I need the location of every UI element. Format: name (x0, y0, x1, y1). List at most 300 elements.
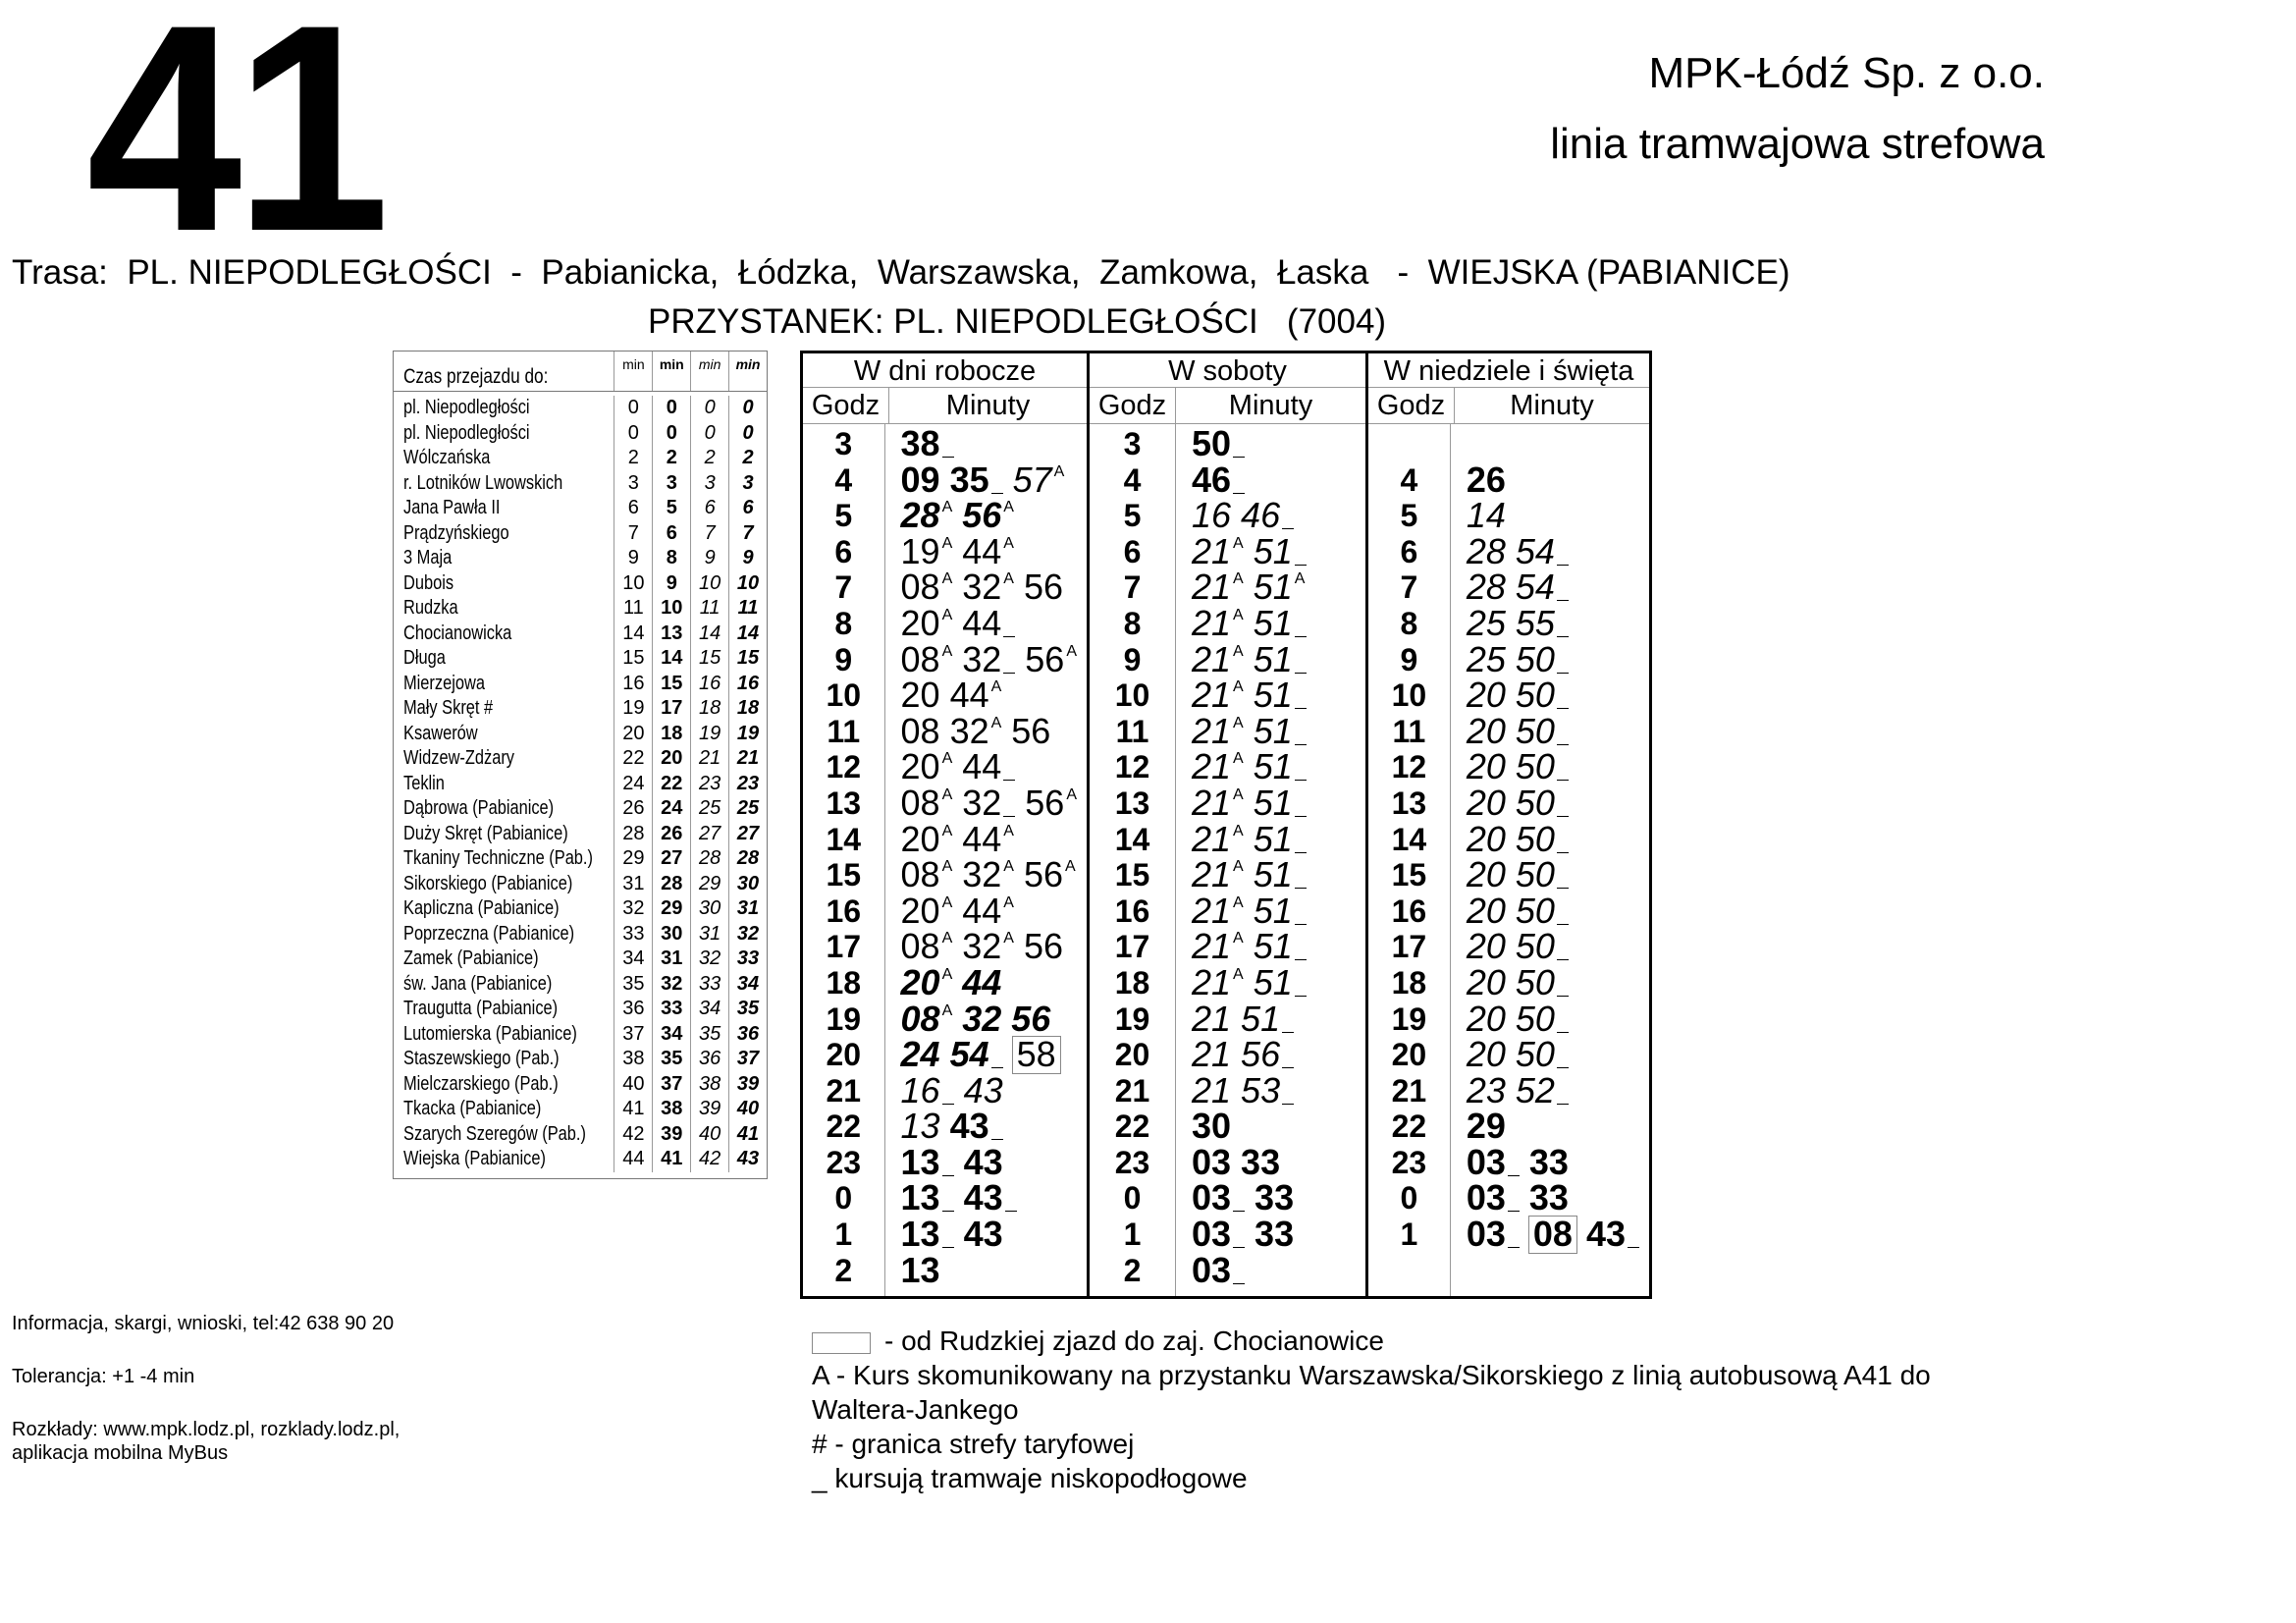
minute-row (1176, 782, 1365, 823)
hour-cell: 13 (1114, 784, 1150, 821)
low-floor-marker (1557, 1103, 1569, 1105)
departure-minute (1254, 677, 1307, 714)
departure-minute (1253, 638, 1307, 679)
minute-row (1451, 1106, 1649, 1147)
minute-value: 46 (1241, 495, 1281, 536)
departure-minute (1025, 782, 1077, 830)
departure-minute (1466, 890, 1506, 931)
minute-value: 08 (900, 998, 940, 1039)
minute-header: Minuty (1510, 390, 1594, 421)
hour-cell: 16 (826, 893, 862, 929)
minute-row (1451, 854, 1649, 895)
travel-time-cell: 33 (652, 997, 690, 1022)
travel-time-cell: 37 (728, 1047, 767, 1072)
minute-value: 32 (962, 638, 1002, 679)
low-floor-marker (1282, 1031, 1294, 1033)
travel-time-cell: 38 (652, 1097, 690, 1122)
minute-column (1451, 424, 1649, 1296)
departure-minute (949, 1106, 1003, 1147)
departure-minute (1516, 569, 1569, 606)
travel-time-cell: 9 (728, 546, 767, 571)
minute-value: 21 (1192, 530, 1232, 571)
travel-stop-name: Mielczarskiego (Pab.) (403, 1072, 559, 1095)
travel-time-row (394, 822, 767, 847)
departure-minute (1528, 1177, 1569, 1218)
hour-column (1368, 424, 1451, 1296)
minute-row (885, 423, 1087, 463)
travel-time-cell: 38 (690, 1072, 728, 1098)
travel-time-cell: 39 (728, 1072, 767, 1098)
minute-row (1176, 1214, 1365, 1255)
travel-time-cell: 38 (614, 1047, 652, 1072)
hour-cell: 6 (1123, 533, 1142, 569)
travel-time-cell: 37 (652, 1072, 690, 1098)
minute-value: 21 (1192, 854, 1232, 895)
travel-time-row (394, 896, 767, 922)
departure-minute (1515, 890, 1569, 931)
minute-row (1451, 426, 1649, 462)
travel-time-cell: 7 (728, 521, 767, 547)
hour-cell: 12 (1391, 749, 1427, 785)
departure-minute (900, 1214, 954, 1255)
minute-row (1176, 1106, 1365, 1147)
minute-value: 53 (1241, 1069, 1281, 1110)
travel-stop-name: Duży Skręt (Pabianice) (403, 822, 568, 844)
travel-stop-name: pl. Niepodległości (403, 421, 530, 444)
low-floor-marker (1557, 564, 1569, 566)
minute-value: 50 (1515, 1034, 1555, 1075)
departure-minute (1529, 1214, 1576, 1255)
departure-minute (900, 1034, 940, 1075)
travel-time-cell: 17 (652, 696, 690, 722)
minute-value: 43 (963, 1069, 1003, 1110)
departure-minute (1023, 854, 1076, 901)
travel-stop-name: Dubois (403, 571, 454, 594)
minute-row (1451, 1069, 1649, 1110)
minute-row (1176, 926, 1365, 967)
a-marker: A (1233, 785, 1244, 803)
low-floor-marker (942, 456, 954, 458)
hour-cell: 4 (1400, 461, 1418, 498)
departure-minute (1192, 1034, 1232, 1075)
minute-value: 50 (1515, 998, 1555, 1039)
departure-minute (1515, 998, 1569, 1039)
minute-value: 21 (1192, 818, 1232, 859)
travel-time-cell: 36 (728, 1022, 767, 1048)
travel-time-cell: 5 (652, 496, 690, 521)
travel-time-cell: 26 (614, 796, 652, 822)
minute-row (885, 746, 1087, 787)
travel-time-row (394, 496, 767, 521)
minute-value: 20 (1466, 890, 1506, 931)
low-floor-marker (1282, 1103, 1294, 1105)
minute-value: 50 (1515, 638, 1555, 679)
departure-minute (1515, 602, 1569, 643)
a-marker: A (990, 678, 1002, 696)
travel-time-row (394, 446, 767, 471)
minute-column (885, 424, 1087, 1296)
hour-cell: 2 (1123, 1252, 1142, 1288)
minute-row (885, 961, 1087, 1002)
departure-minute (962, 638, 1015, 679)
travel-time-cell: 23 (690, 772, 728, 797)
low-floor-marker (1295, 564, 1307, 566)
minute-row (885, 782, 1087, 823)
minute-value: 33 (1528, 1177, 1569, 1218)
hour-cell: 6 (1400, 533, 1418, 569)
low-floor-marker (1557, 995, 1569, 997)
minute-value: 51 (1253, 782, 1293, 823)
low-floor-marker (1557, 851, 1569, 853)
travel-time-cell: 30 (728, 872, 767, 897)
travel-time-rows (394, 392, 767, 1178)
travel-time-row (394, 672, 767, 697)
hour-cell: 12 (1114, 749, 1150, 785)
low-floor-marker (1557, 1031, 1569, 1033)
timetable-panel (1087, 353, 1365, 1296)
minute-value: 44 (962, 746, 1002, 787)
travel-time-cell: 41 (652, 1147, 690, 1172)
a-marker: A (1233, 606, 1244, 623)
hour-cell: 9 (834, 641, 853, 677)
min-label: min (614, 352, 652, 391)
travel-stop-name: Długa (403, 647, 446, 669)
travel-time-cell: 20 (614, 722, 652, 747)
tolerance-info: Tolerancja: +1 -4 min (12, 1366, 195, 1387)
travel-time-cell: 33 (728, 947, 767, 972)
departure-minute (1466, 926, 1506, 967)
travel-time-cell: 41 (728, 1122, 767, 1148)
hour-cell: 15 (1114, 857, 1150, 893)
minute-value: 44 (962, 602, 1002, 643)
low-floor-marker (942, 1174, 954, 1176)
hour-cell: 7 (1123, 569, 1142, 606)
minute-value: 33 (1255, 1177, 1295, 1218)
hour-cell: 9 (1123, 641, 1142, 677)
a-marker: A (1003, 534, 1014, 552)
minute-value: 20 (1466, 961, 1506, 1002)
hour-cell: 3 (1123, 426, 1142, 461)
travel-time-cell: 0 (652, 396, 690, 421)
hour-cell: 15 (826, 857, 862, 893)
departure-minute (1013, 1034, 1060, 1075)
minute-value: 13 (900, 1214, 940, 1255)
hour-cell: 20 (1114, 1037, 1150, 1073)
low-floor-marker (1557, 599, 1569, 601)
travel-stop-name: Jana Pawła II (403, 497, 501, 518)
departure-minute (1253, 746, 1307, 787)
travel-time-cell: 29 (652, 896, 690, 922)
departure-minute (1253, 602, 1307, 643)
departure-minute (1466, 961, 1506, 1002)
hour-cell: 21 (826, 1072, 862, 1109)
minute-value: 21 (1192, 998, 1232, 1039)
travel-time-cell: 28 (690, 846, 728, 872)
departure-minute (1515, 782, 1569, 823)
minute-value: 43 (949, 1106, 989, 1147)
min-label: min (690, 352, 728, 391)
travel-time-cell: 19 (690, 722, 728, 747)
minute-value: 20 (1466, 926, 1506, 967)
hour-cell: 14 (1391, 821, 1427, 857)
departure-minute (962, 746, 1015, 787)
departure-minute (1466, 1141, 1520, 1182)
low-floor-marker (1557, 743, 1569, 745)
minute-row (1176, 818, 1365, 859)
departure-minute (1466, 782, 1506, 823)
travel-time-cell: 13 (652, 622, 690, 647)
contact-info: Informacja, skargi, wnioski, tel:42 638 90 20 (12, 1313, 395, 1334)
minute-value: 21 (1192, 961, 1232, 1002)
minute-value: 55 (1515, 602, 1555, 643)
minute-value: 03 (1192, 1214, 1232, 1255)
minute-value: 08 (1532, 1214, 1573, 1255)
hour-cell: 18 (826, 964, 862, 1001)
travel-time-table (393, 351, 768, 1179)
minute-row (1176, 1034, 1365, 1075)
travel-time-cell: 35 (652, 1047, 690, 1072)
travel-time-cell: 2 (690, 446, 728, 471)
travel-time-cell: 31 (728, 896, 767, 922)
departure-minute (963, 1141, 1003, 1182)
legend-a: A - Kurs skomunikowany na przystanku Warszawska/Sikorskiego z linią autobusową A41 do (812, 1360, 1931, 1390)
minute-row (1451, 638, 1649, 679)
minute-row (885, 459, 1087, 500)
hour-cell: 22 (1391, 1109, 1427, 1145)
departure-minute (1515, 1069, 1569, 1110)
travel-time-cell: 42 (690, 1147, 728, 1172)
panel-title: W dni robocze (803, 353, 1087, 388)
minute-value: 23 (1466, 1069, 1506, 1110)
departure-minute (900, 1249, 940, 1290)
operator-name: MPK-Łódź Sp. z o.o. (1648, 49, 2045, 97)
minute-row (1451, 998, 1649, 1039)
departure-minute (1253, 854, 1307, 895)
minute-value: 51 (1253, 675, 1293, 716)
travel-time-cell: 15 (614, 646, 652, 672)
travel-time-cell: 8 (652, 546, 690, 571)
minute-row (1451, 495, 1649, 536)
minute-value: 33 (1528, 1141, 1569, 1182)
travel-stop-name: r. Lotników Lwowskich (403, 471, 563, 494)
a-marker: A (941, 858, 953, 876)
low-floor-marker (1295, 958, 1307, 960)
low-floor-marker (991, 1138, 1003, 1140)
minute-value: 51 (1253, 638, 1293, 679)
travel-time-row (394, 997, 767, 1022)
minute-value: 44 (962, 530, 1002, 571)
departure-minute (963, 1177, 1017, 1218)
departure-minute (1192, 1141, 1232, 1182)
travel-time-row (394, 471, 767, 497)
a-marker: A (941, 534, 953, 552)
departure-minute (900, 1069, 954, 1110)
travel-time-cell: 21 (728, 746, 767, 772)
a-marker: A (941, 750, 953, 768)
travel-time-cell: 19 (614, 696, 652, 722)
travel-stop-name: Mały Skręt # (403, 697, 494, 719)
line-type: linia tramwajowa strefowa (1550, 120, 2045, 168)
travel-time-cell: 36 (690, 1047, 728, 1072)
minute-value: 20 (1466, 998, 1506, 1039)
route-description: Trasa: PL. NIEPODLEGŁOŚCI - Pabianicka, Łódzka, Warszawska, Zamkowa, Łaska - WIEJSKA (PABIANICE) (12, 253, 1790, 292)
minute-value: 50 (1515, 854, 1555, 895)
low-floor-marker (1282, 527, 1294, 529)
minute-row (1451, 1034, 1649, 1075)
hour-cell: 17 (1114, 929, 1150, 965)
low-floor-marker (1233, 1210, 1245, 1212)
departure-minute (1253, 890, 1307, 931)
travel-stop-name: Dąbrowa (Pabianice) (403, 797, 555, 819)
minute-value: 51 (1253, 602, 1293, 643)
departure-minute (1515, 854, 1569, 895)
hour-cell: 14 (826, 821, 862, 857)
minute-value: 50 (1515, 926, 1555, 967)
departure-minute (1255, 1214, 1295, 1255)
hour-cell: 3 (834, 426, 853, 461)
departure-minute (1466, 818, 1506, 859)
hour-cell: 9 (1400, 641, 1418, 677)
travel-stop-name: Sikorskiego (Pabianice) (403, 872, 573, 894)
a-marker: A (1233, 570, 1244, 588)
travel-time-cell: 22 (614, 746, 652, 772)
minute-value: 43 (963, 1214, 1003, 1255)
low-floor-marker (1508, 1174, 1520, 1176)
a-marker: A (1233, 858, 1244, 876)
travel-time-cell: 40 (614, 1072, 652, 1098)
low-floor-marker (942, 1103, 954, 1105)
travel-time-cell: 28 (728, 846, 767, 872)
departure-minute (900, 1141, 954, 1182)
minute-value: 50 (1515, 710, 1555, 751)
travel-time-cell: 15 (652, 672, 690, 697)
departure-minute (962, 961, 1002, 1002)
travel-time-row (394, 772, 767, 797)
travel-time-cell: 34 (728, 972, 767, 998)
departure-minute (1253, 961, 1307, 1002)
departure-minute (1467, 569, 1506, 606)
travel-stop-name: Rudzka (403, 597, 458, 619)
minute-value: 43 (963, 1177, 1003, 1218)
minute-value: 20 (900, 890, 940, 931)
departure-minute (1025, 638, 1077, 686)
a-marker: A (941, 785, 953, 803)
departure-minute (1192, 1106, 1232, 1147)
hour-cell: 4 (834, 461, 853, 498)
minute-value: 32 (962, 854, 1002, 895)
travel-time-cell: 28 (614, 822, 652, 847)
minute-value: 25 (1466, 602, 1506, 643)
hour-cell: 8 (1123, 605, 1142, 641)
travel-time-cell: 6 (728, 496, 767, 521)
minute-value: 38 (900, 423, 940, 463)
hour-cell: 13 (1391, 784, 1427, 821)
departure-minute (1253, 710, 1307, 751)
departure-minute (1011, 998, 1051, 1039)
departure-minute (1241, 1069, 1294, 1110)
minute-value: 20 (1466, 818, 1506, 859)
hour-cell: 20 (826, 1037, 862, 1073)
minute-row (1176, 638, 1365, 679)
minute-value: 56 (1023, 567, 1063, 608)
hour-cell: 10 (1391, 677, 1427, 714)
a-marker: A (1066, 785, 1077, 803)
travel-time-cell: 15 (728, 646, 767, 672)
travel-stop-name: Kapliczna (Pabianice) (403, 897, 560, 919)
minute-value: 50 (1515, 746, 1555, 787)
travel-time-cell: 30 (690, 896, 728, 922)
travel-time-cell: 36 (614, 997, 652, 1022)
a-marker: A (941, 606, 953, 623)
minute-row (1176, 602, 1365, 643)
travel-time-cell: 6 (690, 496, 728, 521)
travel-time-row (394, 1072, 767, 1098)
a-marker: A (1066, 642, 1077, 660)
minute-value: 58 (1016, 1034, 1056, 1075)
a-marker: A (941, 965, 953, 983)
travel-time-cell: 35 (614, 972, 652, 998)
a-marker: A (1003, 858, 1014, 876)
minute-value: 28 (1466, 530, 1506, 571)
low-floor-marker (1557, 815, 1569, 817)
departure-minute (1515, 926, 1569, 967)
travel-stop-name: Wólczańska (403, 447, 491, 468)
travel-time-cell: 3 (652, 471, 690, 497)
minute-value: 56 (1025, 782, 1065, 823)
travel-stop-name: Tkaniny Techniczne (Pab.) (403, 847, 593, 869)
minute-value: 20 (1466, 1034, 1506, 1075)
low-floor-marker (1557, 1066, 1569, 1068)
minute-value: 50 (1515, 818, 1555, 859)
hour-cell: 6 (834, 533, 853, 569)
minute-row (1176, 961, 1365, 1002)
travel-time-cell: 11 (614, 596, 652, 622)
hour-cell: 1 (834, 1217, 853, 1253)
a-marker: A (1053, 462, 1065, 480)
hour-cell: 8 (1400, 605, 1418, 641)
minute-value: 20 (900, 818, 940, 859)
travel-time-cell: 14 (690, 622, 728, 647)
timetable-panel (803, 353, 1087, 1296)
travel-time-row (394, 646, 767, 672)
departure-minute (1192, 1214, 1245, 1255)
hour-cell: 0 (1400, 1180, 1418, 1217)
a-marker: A (1233, 714, 1244, 731)
departure-minute (900, 459, 940, 500)
departure-minute (1012, 459, 1065, 507)
departure-minute (1241, 1141, 1281, 1182)
travel-time-cell: 6 (652, 521, 690, 547)
travel-stop-name: Widzew-Zdżary (403, 747, 514, 769)
travel-time-cell: 3 (728, 471, 767, 497)
minute-value: 32 (962, 567, 1002, 608)
minute-row (885, 1106, 1087, 1147)
minute-value: 03 (1192, 1141, 1232, 1182)
low-floor-marker (1557, 672, 1569, 674)
travel-stop-name: Teklin (403, 772, 445, 794)
travel-time-cell: 19 (728, 722, 767, 747)
travel-time-cell: 32 (690, 947, 728, 972)
minute-value: 08 (900, 782, 940, 823)
minute-row (1451, 569, 1649, 606)
minute-value: 50 (1515, 782, 1555, 823)
hour-cell: 8 (834, 605, 853, 641)
minute-value: 51 (1253, 854, 1293, 895)
departure-minute (1515, 710, 1569, 751)
panel-body (1368, 424, 1649, 1296)
travel-time-cell: 0 (728, 421, 767, 447)
departure-minute (1253, 926, 1307, 967)
